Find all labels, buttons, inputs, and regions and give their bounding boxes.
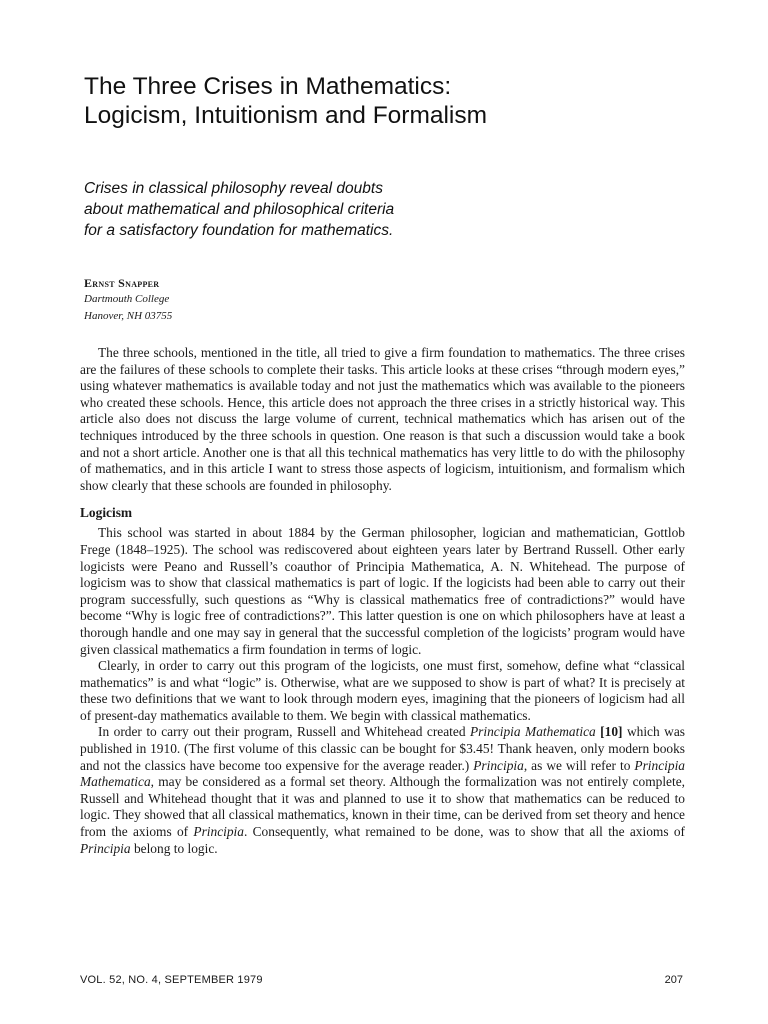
para3-text: which was published in 1910. (The first volume of this classic can be bought for $3.45! Thank heaven, only modern books and not the classics have become too expensive for the average reader.): [80, 724, 685, 773]
logicism-paragraph-1: This school was started in about 1884 by the German philosopher, logician and mathematician, Gottlob Frege (1848–1925). The school was rediscovered about eighteen years later by Bertrand Russell. Other early logicists were Peano and Russell’s coauthor of Principia Mathematica, A. N. Whitehead. The purpose of logicism was to show that classical mathematics is part of logic. If the logicists had been able to carry out their program successfully, such questions as “Why is classical mathematics free of contradictions?” would have become “Why is logic free of contradictions?”. This latter question is one on which philosophers have at least a thorough handle and one may say in general that the successful completion of the logicists’ program would have given classical mathematics a firm foundation in terms of logic.: [80, 525, 685, 657]
para3-text: In order to carry out their program, Russell and Whitehead created: [98, 724, 470, 740]
subtitle-line-2: about mathematical and philosophical criteria: [84, 201, 395, 218]
principia-title: Principia: [193, 824, 244, 840]
logicism-paragraph-2: Clearly, in order to carry out this program of the logicists, one must first, somehow, define what “classical mathematics” is and what “logic” is. Otherwise, what are we supposed to show is part of what? It is precisely at these two definitions that we want to look through modern eyes, imagining that the pioneers of logicism had all of present-day mathematics available to them. We begin with classical mathematics.: [80, 658, 685, 723]
para3-text: belong to logic.: [130, 840, 218, 856]
author-name: Ernst Snapper: [84, 276, 160, 290]
principia-mathematica-title: Principia Mathematica: [470, 724, 596, 740]
principia-title: Principia: [80, 840, 131, 856]
principia-mathematica-title: Principia Mathematica: [80, 757, 685, 790]
para3-text: , may be considered as a formal set theory. Although the formalization was not entirely complete, Russell and Whitehead thought that it was and planned to use it to show that mathematics can be reduced to logic. They showed that all classical mathematics, known in their time, can be derived from set theory and hence from the axioms of: [80, 774, 685, 840]
article-subtitle: [84, 178, 524, 241]
reference-citation: [10]: [600, 724, 623, 740]
section-heading-logicism: Logicism: [80, 505, 133, 521]
intro-paragraph: The three schools, mentioned in the title, all tried to give a firm foundation to mathematics. The three crises are the failures of these schools to complete their tasks. This article looks at these crises “through modern eyes,” using whatever mathematics is available today and not just the mathematics which was available to the pioneers who created these schools. Hence, this article does not approach the three crises in a strictly historical way. This article also does not discuss the large volume of current, technical mathematics which has arisen out of the techniques introduced by the three schools in question. One reason is that such a discussion would take a book and not a short article. Another one is that all this technical mathematics has very little to do with the philosophy of mathematics, and in this article I want to stress those aspects of logicism, intuitionism, and formalism which show clearly that these schools are founded in philosophy.: [80, 345, 685, 493]
subtitle-line-1: Crises in classical philosophy reveal doubts: [84, 180, 383, 197]
journal-footer: VOL. 52, NO. 4, SEPTEMBER 1979: [80, 974, 263, 986]
author-block: [84, 276, 384, 325]
para3-text: , as we will refer to: [523, 757, 635, 773]
logicism-paragraph-3: [80, 724, 685, 857]
page-number: 207: [664, 974, 683, 986]
article-title: [84, 72, 684, 130]
article-body: [80, 345, 685, 857]
para3-text: . Consequently, what remained to be done, was to show that all the axioms of: [243, 824, 685, 840]
title-line-2: Logicism, Intuitionism and Formalism: [84, 102, 488, 129]
principia-title: Principia: [473, 757, 524, 773]
title-line-1: The Three Crises in Mathematics:: [84, 73, 452, 100]
subtitle-line-3: for a satisfactory foundation for mathematics.: [84, 222, 394, 239]
author-location: Hanover, NH 03755: [84, 310, 173, 322]
author-institution: Dartmouth College: [84, 293, 170, 305]
